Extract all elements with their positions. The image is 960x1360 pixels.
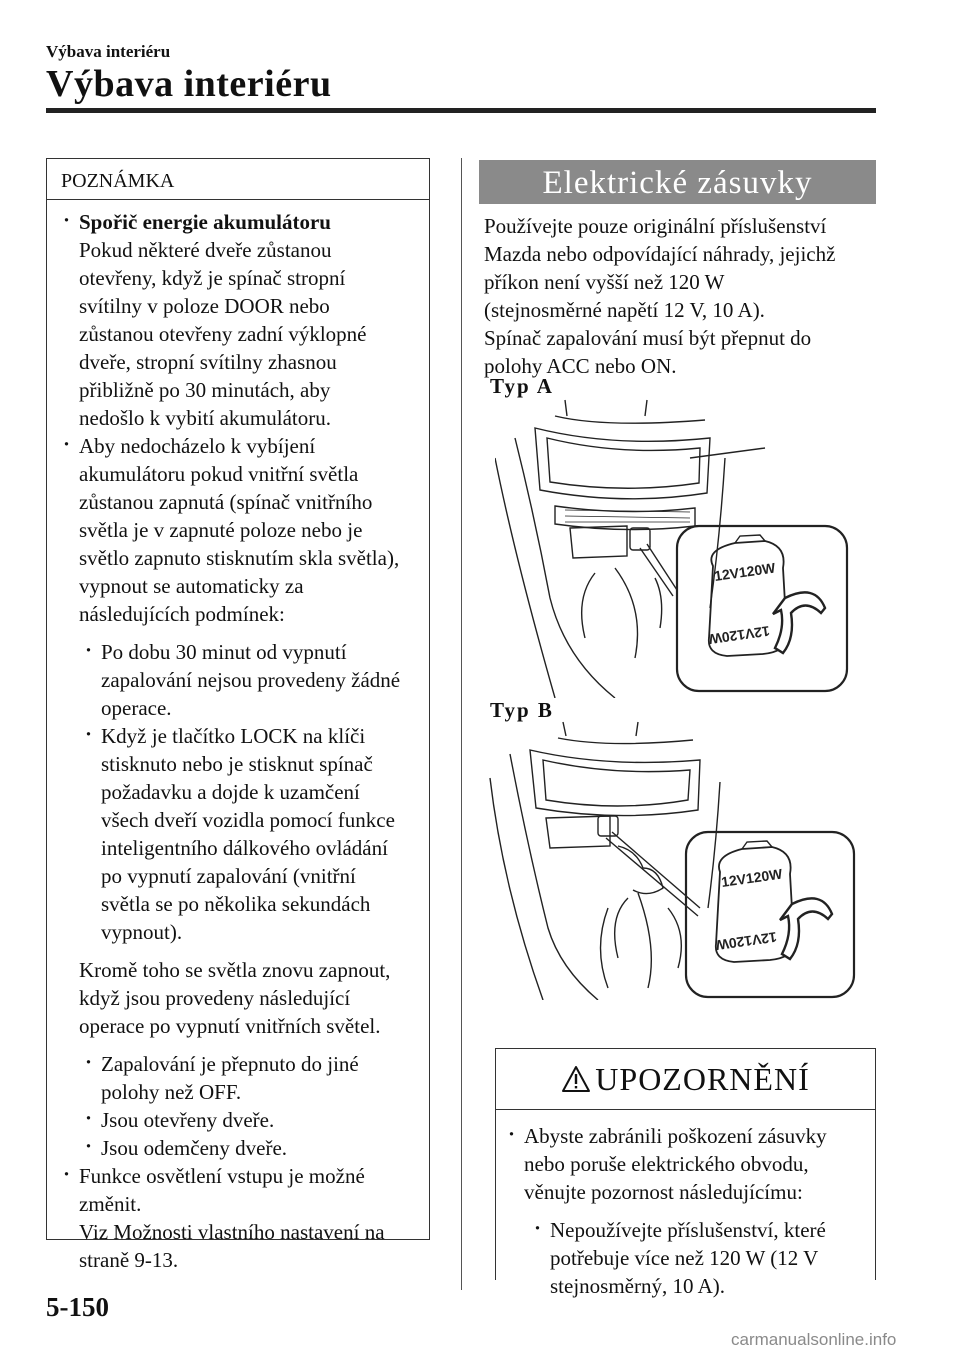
note-box [46, 158, 430, 1272]
text-line: Mazda nebo odpovídající náhrady, jejichž [484, 242, 836, 266]
text-line: otevřeny, když je spínač stropní [79, 266, 346, 290]
console-illustration-b [488, 718, 860, 1000]
text-line: · Nepoužívejte příslušenství, které [550, 1218, 826, 1242]
text-line: požadavku a dojde k uzamčení [101, 780, 360, 804]
text-line: straně 9-13. [79, 1248, 179, 1272]
note-item-auto-off [61, 432, 429, 628]
text-line: polohy než OFF. [101, 1080, 242, 1104]
section-intro [484, 212, 876, 380]
text-line: potřebuje více než 120 W (12 V [550, 1246, 819, 1270]
text-line: operace po vypnutí vnitřních světel. [79, 1014, 381, 1038]
text-line: · Funkce osvětlení vstupu je možné [79, 1164, 365, 1188]
page-number: 5-150 [46, 1292, 109, 1322]
note-body [47, 200, 429, 1274]
note-paragraph [61, 956, 429, 1040]
text-line: přibližně po 30 minutách, aby [79, 378, 331, 402]
caution-header [496, 1049, 875, 1110]
warning-icon [561, 1065, 591, 1093]
text-line: zůstanou otevřeny zadní výklopné [79, 322, 367, 346]
text-line: zapalování nejsou provedeny žádné [101, 668, 401, 692]
text-line: dveře, stropní svítilny zhasnou [79, 350, 337, 374]
text-line: stejnosměrný, 10 A). [550, 1274, 725, 1298]
text-line: · Aby nedocházelo k vybíjení [79, 434, 316, 458]
watermark: carmanualsonline.info [731, 1330, 897, 1349]
text-line: světla je v zapnuté poloze nebo je [79, 518, 363, 542]
text-line: změnit. [79, 1192, 142, 1216]
text-line: akumulátoru pokud vnitřní světla [79, 462, 359, 486]
text-line: Používejte pouze originální příslušenství [484, 214, 827, 238]
text-line: všech dveří vozidla pomocí funkce [101, 808, 395, 832]
text-line: zůstanou zapnutá (spínač vnitřního [79, 490, 373, 514]
title-rule [46, 108, 876, 113]
text-line: Spínač zapalování musí být přepnut do [484, 326, 812, 350]
note-subitem-doors-open [61, 1106, 429, 1134]
note-subitem-doors-unlocked [61, 1134, 429, 1162]
section-banner: Elektrické zásuvky [479, 160, 876, 204]
note-subitem-lock [61, 722, 429, 946]
breadcrumb: Výbava interiéru [46, 42, 171, 61]
socket-label-b: 12V120W [720, 865, 784, 890]
text-line: · Abyste zabránili poškození zásuvky [524, 1124, 827, 1148]
text-line: následujících podmínek: [79, 602, 285, 626]
text-line: inteligentního dálkového ovládání [101, 836, 388, 860]
text-line: · Jsou odemčeny dveře. [101, 1136, 288, 1160]
text-line: vypnout). [101, 920, 183, 944]
console-illustration-a [495, 398, 855, 698]
caution-heading: UPOZORNĚNÍ [595, 1060, 810, 1097]
type-a-label: Typ A [490, 374, 554, 398]
text-line: polohy ACC nebo ON. [484, 354, 677, 378]
caution-body [496, 1110, 875, 1300]
text-line: · Zapalování je přepnuto do jiné [101, 1052, 359, 1076]
column-divider [461, 158, 462, 1290]
note-subitem-timeout [61, 638, 429, 722]
text-line: Kromě toho se světla znovu zapnout, [79, 958, 391, 982]
text-line: (stejnosměrné napětí 12 V, 10 A). [484, 298, 765, 322]
text-line: · Jsou otevřeny dveře. [101, 1108, 275, 1132]
text-line: operace. [101, 696, 172, 720]
text-line: stisknuto nebo je stisknut spínač [101, 752, 373, 776]
text-line: po vypnutí zapalování (vnitřní [101, 864, 356, 888]
note-heading: POZNÁMKA [47, 159, 429, 200]
caution-box [495, 1048, 876, 1298]
caution-subitem [506, 1216, 875, 1300]
text-line: světla se po několika sekundách [101, 892, 371, 916]
text-line: světlo zapnuto stisknutím skla světla), [79, 546, 400, 570]
caution-item [506, 1122, 875, 1206]
note-item-battery-saver [61, 208, 429, 432]
page-title: Výbava interiéru [46, 63, 332, 105]
text-line: svítilny v poloze DOOR nebo [79, 294, 330, 318]
text-line: vypnout se automaticky za [79, 574, 304, 598]
text-line: příkon není vyšší než 120 W [484, 270, 725, 294]
socket-label-a-inverted: 12V120W [707, 623, 771, 648]
socket-label-b-inverted: 12V120W [714, 929, 778, 954]
text-line: když jsou provedeny následující [79, 986, 351, 1010]
text-line: nebo poruše elektrického obvodu, [524, 1152, 809, 1176]
type-b-label: Typ B [490, 698, 554, 722]
text-line: nedošlo k vybití akumulátoru. [79, 406, 331, 430]
text-line: věnujte pozornost následujícímu: [524, 1180, 803, 1204]
text-line: · Když je tlačítko LOCK na klíči [101, 724, 366, 748]
note-item-title: · Spořič energie akumulátoru [79, 210, 331, 234]
note-subitem-ignition [61, 1050, 429, 1106]
text-line: · Po dobu 30 minut od vypnutí [101, 640, 347, 664]
socket-label-a: 12V120W [713, 559, 777, 584]
text-line: Pokud některé dveře zůstanou [79, 238, 332, 262]
note-item-entry-light [61, 1162, 429, 1274]
text-line: Viz Možnosti vlastního nastavení na [79, 1220, 385, 1244]
